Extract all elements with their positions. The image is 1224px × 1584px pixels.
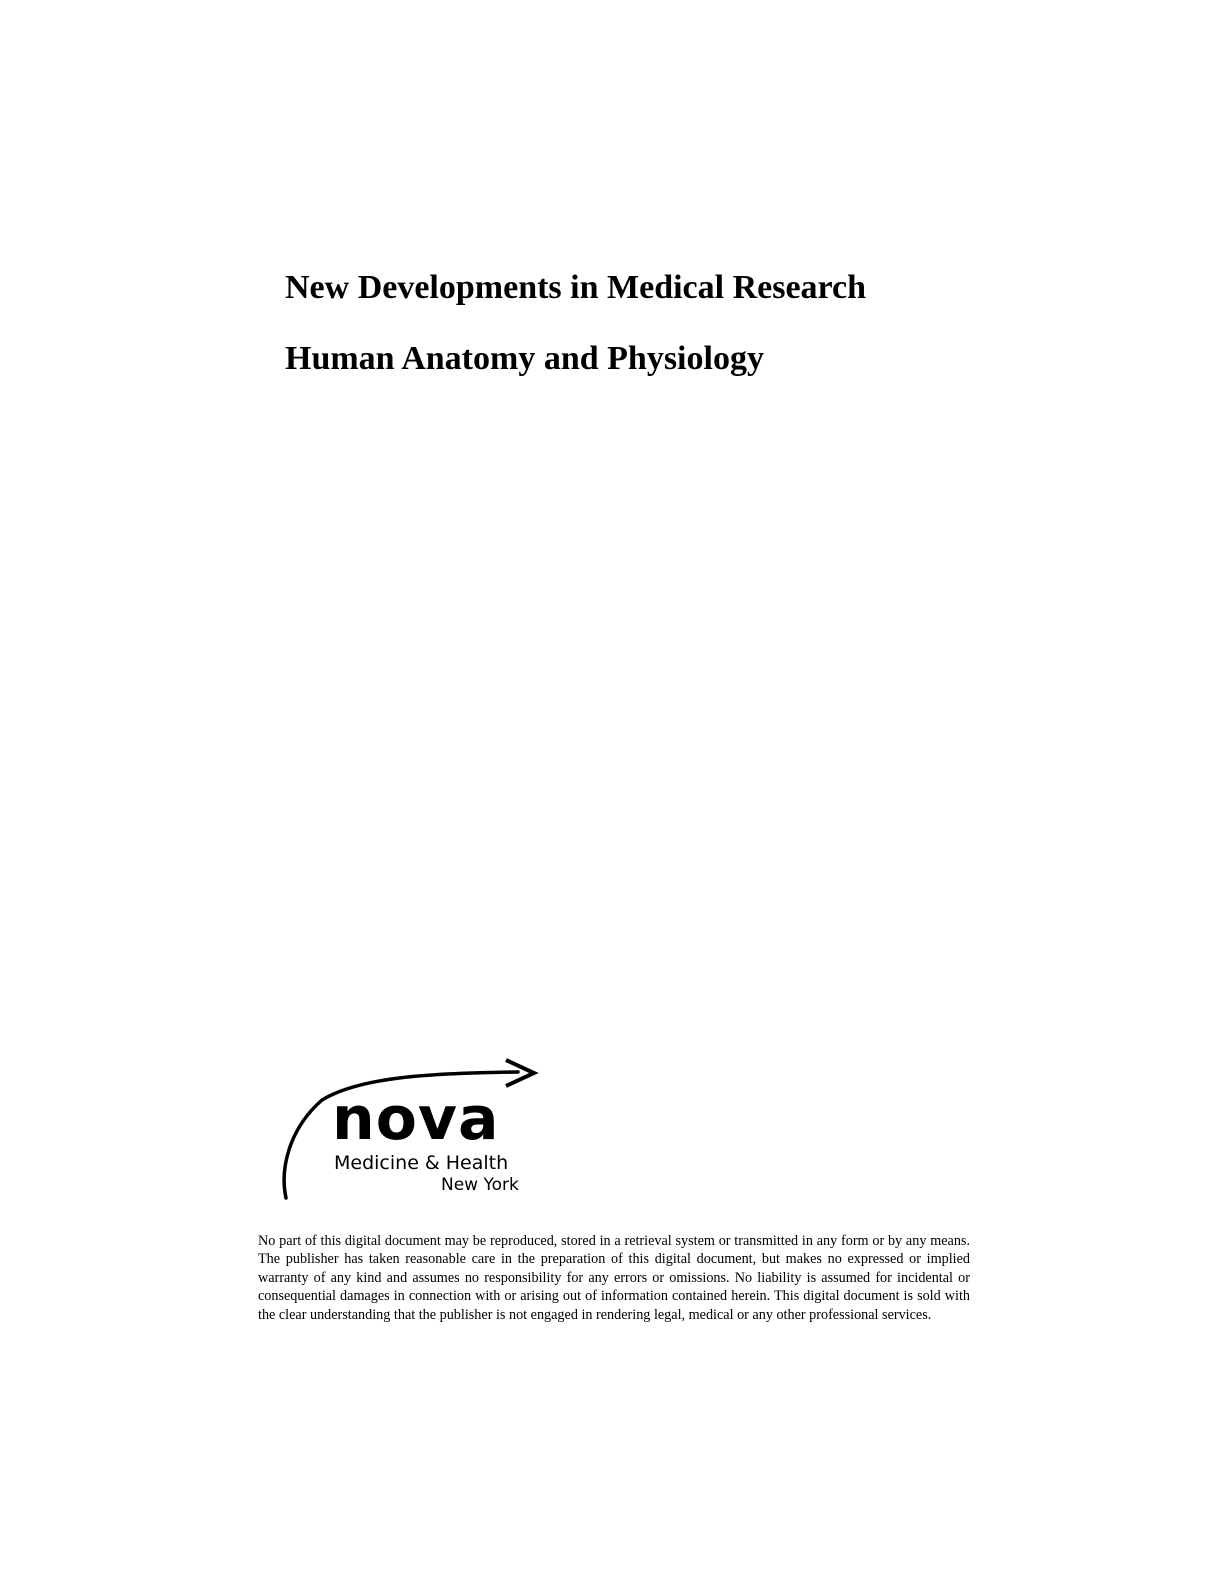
publisher-logo <box>280 1055 540 1200</box>
copyright-disclaimer: No part of this digital document may be reproduced, stored in a retrieval system or transmitted in any form or by any means. The publisher has taken reasonable care in the preparation of this digital document, but makes no expressed or implied warranty of any kind and assumes no responsibility for any errors or omissions. No liability is assumed for incidental or consequential damages in connection with or arising out of information contained herein. This digital document is sold with the clear understanding that the publisher is not engaged in rendering legal, medical or any other professional services. <box>258 1233 970 1323</box>
logo-imprint: Medicine & Health <box>334 1152 509 1174</box>
book-title: Human Anatomy and Physiology <box>285 340 764 377</box>
logo-city: New York <box>441 1175 519 1195</box>
logo-wordmark: nova <box>332 1084 500 1154</box>
series-title: New Developments in Medical Research <box>285 269 867 306</box>
